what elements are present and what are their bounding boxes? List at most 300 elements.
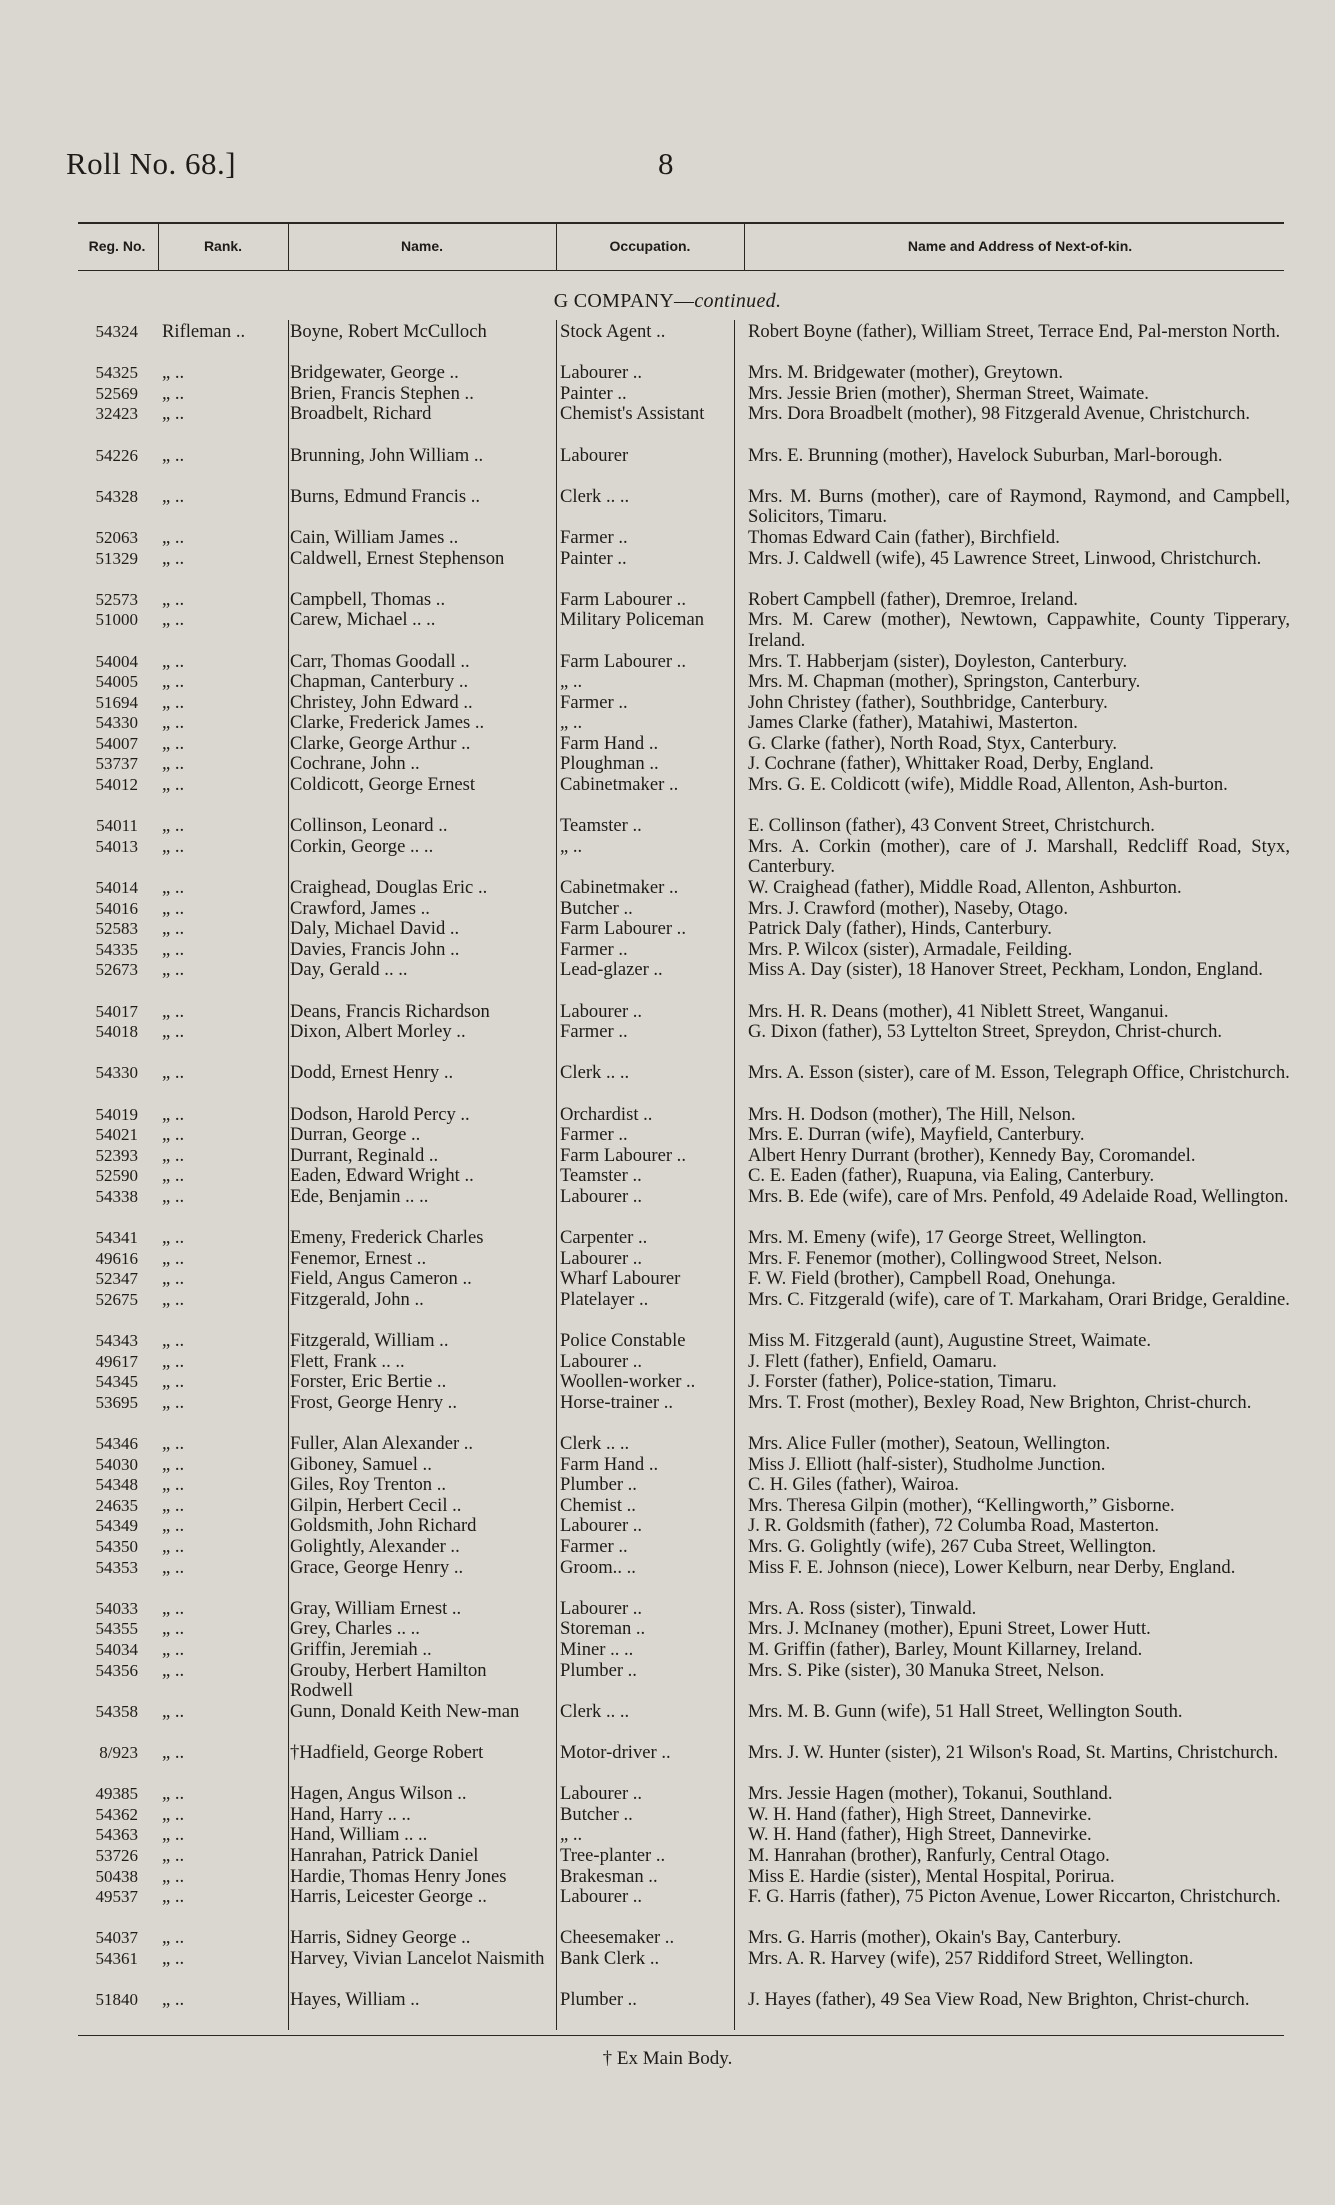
company-name: G COMPANY— xyxy=(553,290,695,312)
rank-cell: „ .. xyxy=(162,1268,185,1290)
table-row xyxy=(0,1434,1335,1455)
reg-number-cell: 49385 xyxy=(95,1784,138,1804)
rank-cell: „ .. xyxy=(162,753,185,775)
reg-number-cell: 54346 xyxy=(95,1434,138,1454)
next-of-kin-cell: Mrs. J. McInaney (mother), Epuni Street, Lower Hutt. xyxy=(748,1618,1151,1640)
next-of-kin-cell: F. W. Field (brother), Campbell Road, Onehunga. xyxy=(748,1268,1116,1290)
reg-number-cell: 54004 xyxy=(95,651,138,671)
table-row xyxy=(0,1619,1335,1640)
table-row xyxy=(0,528,1335,549)
next-of-kin-cell: Mrs. E. Brunning (mother), Havelock Suburban, Marl-borough. xyxy=(748,444,1223,466)
occupation-cell: Chemist .. xyxy=(560,1494,636,1516)
rank-cell: „ .. xyxy=(162,1741,185,1763)
reg-number-cell: 49537 xyxy=(95,1887,138,1907)
occupation-cell: „ .. xyxy=(560,712,583,734)
column-header-name: Name. xyxy=(400,238,444,254)
rank-cell: „ .. xyxy=(162,1700,185,1722)
table-row xyxy=(0,1002,1335,1023)
column-header-next-of-kin: Name and Address of Next-of-kin. xyxy=(907,238,1133,254)
table-row xyxy=(0,1166,1335,1187)
rank-cell: „ .. xyxy=(162,1124,185,1146)
name-cell: Carr, Thomas Goodall .. xyxy=(290,650,470,672)
reg-number-cell: 54017 xyxy=(95,1001,138,1021)
rank-cell: „ .. xyxy=(162,918,185,940)
table-row xyxy=(0,816,1335,837)
occupation-cell: Military Policeman xyxy=(560,609,705,631)
table-row xyxy=(0,1599,1335,1620)
occupation-cell: „ .. xyxy=(560,671,583,693)
name-cell: Durran, George .. xyxy=(290,1124,421,1146)
reg-number-cell: 52673 xyxy=(95,960,138,980)
rank-cell: „ .. xyxy=(162,1639,185,1660)
occupation-cell: Labourer .. xyxy=(560,1597,643,1619)
name-cell: Campbell, Thomas .. xyxy=(290,588,446,610)
reg-number-cell: 54034 xyxy=(95,1640,138,1659)
reg-number-cell: 52573 xyxy=(95,589,138,609)
rank-cell: „ .. xyxy=(162,1803,185,1825)
rank-cell: „ .. xyxy=(162,1000,185,1022)
occupation-cell: Storeman .. xyxy=(560,1618,646,1640)
occupation-cell: Labourer .. xyxy=(560,1185,643,1207)
occupation-cell: Clerk .. .. xyxy=(560,1062,630,1084)
rank-cell: „ .. xyxy=(162,1330,185,1352)
table-row xyxy=(0,1537,1335,1558)
name-cell: Craighead, Douglas Eric .. xyxy=(290,877,488,899)
table-row xyxy=(0,487,1335,528)
rank-cell: „ .. xyxy=(162,959,185,981)
next-of-kin-cell: E. Collinson (father), 43 Convent Street, Christchurch. xyxy=(748,815,1155,837)
reg-number-cell: 49616 xyxy=(95,1248,138,1268)
occupation-cell: Woollen-worker .. xyxy=(560,1371,696,1393)
next-of-kin-cell: Mrs. Alice Fuller (mother), Seatoun, Wellington. xyxy=(748,1433,1111,1455)
occupation-cell: Lead-glazer .. xyxy=(560,959,663,981)
occupation-cell: Plumber .. xyxy=(560,1659,637,1681)
rank-cell: „ .. xyxy=(162,1659,185,1681)
name-cell: Fitzgerald, William .. xyxy=(290,1330,449,1352)
name-cell: Day, Gerald .. .. xyxy=(290,959,408,981)
occupation-cell: Farmer .. xyxy=(560,526,628,548)
table-row xyxy=(0,1228,1335,1249)
next-of-kin-cell: Mrs. Jessie Hagen (mother), Tokanui, Southland. xyxy=(748,1783,1113,1805)
rank-cell: „ .. xyxy=(162,691,185,713)
reg-number-cell: 54011 xyxy=(96,816,138,836)
table-row xyxy=(0,1022,1335,1063)
next-of-kin-cell: Mrs. M. Carew (mother), Newtown, Cappawhite, County Tipperary, Ireland. xyxy=(748,609,1290,651)
rank-cell: „ .. xyxy=(162,671,185,693)
reg-number-cell: 54356 xyxy=(95,1660,138,1680)
footnote: † Ex Main Body. xyxy=(602,2048,733,2069)
next-of-kin-cell: Miss E. Hardie (sister), Mental Hospital, Porirua. xyxy=(748,1865,1115,1887)
name-cell: Giboney, Samuel .. xyxy=(290,1453,432,1475)
reg-number-cell: 53695 xyxy=(95,1392,138,1412)
reg-number-cell: 8/923 xyxy=(99,1742,138,1762)
table-row xyxy=(0,652,1335,673)
occupation-cell: Clerk .. .. xyxy=(560,1700,630,1722)
reg-number-cell: 54330 xyxy=(95,1063,138,1083)
next-of-kin-cell: C. H. Giles (father), Wairoa. xyxy=(748,1474,959,1496)
name-cell: Frost, George Henry .. xyxy=(290,1391,457,1413)
rank-cell: „ .. xyxy=(162,1103,185,1125)
name-cell: Cochrane, John .. xyxy=(290,753,420,775)
occupation-cell: Butcher .. xyxy=(560,897,633,919)
reg-number-cell: 54012 xyxy=(95,775,138,795)
column-header-rank: Rank. xyxy=(203,238,243,254)
occupation-cell: Clerk .. .. xyxy=(560,485,630,507)
reg-number-cell: 52393 xyxy=(95,1145,138,1165)
rank-cell: „ .. xyxy=(162,1433,185,1455)
occupation-cell: Cabinetmaker .. xyxy=(560,877,679,899)
reg-number-cell: 54353 xyxy=(95,1557,138,1577)
reg-number-cell: 51000 xyxy=(95,610,138,630)
next-of-kin-cell: J. Flett (father), Enfield, Oamaru. xyxy=(748,1350,997,1372)
next-of-kin-cell: Mrs. A. Ross (sister), Tinwald. xyxy=(748,1597,977,1619)
next-of-kin-cell: Mrs. Theresa Gilpin (mother), “Kellingworth,” Gisborne. xyxy=(748,1494,1175,1516)
table-row xyxy=(0,1887,1335,1928)
name-cell: Gray, William Ernest .. xyxy=(290,1597,462,1619)
table-row xyxy=(0,1331,1335,1352)
rank-cell: „ .. xyxy=(162,1824,185,1846)
name-cell: Clarke, George Arthur .. xyxy=(290,732,471,754)
rank-cell: „ .. xyxy=(162,547,185,569)
occupation-cell: Farm Labourer .. xyxy=(560,650,686,672)
reg-number-cell: 54338 xyxy=(95,1186,138,1206)
occupation-cell: Plumber .. xyxy=(560,1474,637,1496)
reg-number-cell: 54343 xyxy=(95,1331,138,1351)
table-row xyxy=(0,610,1335,651)
next-of-kin-cell: C. E. Eaden (father), Ruapuna, via Ealing, Canterbury. xyxy=(748,1165,1155,1187)
table-row xyxy=(0,384,1335,405)
table-row xyxy=(0,837,1335,878)
next-of-kin-cell: Mrs. G. Harris (mother), Okain's Bay, Canterbury. xyxy=(748,1927,1122,1949)
column-divider xyxy=(744,224,745,270)
reg-number-cell: 54330 xyxy=(95,713,138,733)
reg-number-cell: 52583 xyxy=(95,919,138,939)
table-row xyxy=(0,1825,1335,1846)
name-cell: Bridgewater, George .. xyxy=(290,362,459,384)
table-row xyxy=(0,899,1335,920)
next-of-kin-cell: Miss M. Fitzgerald (aunt), Augustine Street, Waimate. xyxy=(748,1330,1152,1352)
rank-cell: „ .. xyxy=(162,877,185,899)
next-of-kin-cell: M. Hanrahan (brother), Ranfurly, Central Otago. xyxy=(748,1844,1110,1866)
next-of-kin-cell: Mrs. M. Emeny (wife), 17 George Street, Wellington. xyxy=(748,1227,1147,1249)
name-cell: Hagen, Angus Wilson .. xyxy=(290,1783,467,1805)
occupation-cell: Wharf Labourer xyxy=(560,1268,681,1290)
reg-number-cell: 54021 xyxy=(95,1125,138,1145)
name-cell: Fitzgerald, John .. xyxy=(290,1288,424,1310)
table-row xyxy=(0,1928,1335,1949)
name-cell: Hand, Harry .. .. xyxy=(290,1803,411,1825)
rank-cell: „ .. xyxy=(162,732,185,754)
table-row xyxy=(0,1784,1335,1805)
occupation-cell: Farm Labourer .. xyxy=(560,588,686,610)
reg-number-cell: 49617 xyxy=(95,1351,138,1371)
rank-cell: „ .. xyxy=(162,1371,185,1393)
occupation-cell: Chemist's Assistant xyxy=(560,403,705,425)
rank-cell: „ .. xyxy=(162,526,185,548)
reg-number-cell: 54014 xyxy=(95,878,138,898)
rank-cell: „ .. xyxy=(162,444,185,466)
name-cell: Golightly, Alexander .. xyxy=(290,1536,460,1558)
reg-number-cell: 52590 xyxy=(95,1166,138,1186)
next-of-kin-cell: W. Craighead (father), Middle Road, Allenton, Ashburton. xyxy=(748,877,1182,899)
rank-cell: „ .. xyxy=(162,403,185,425)
occupation-cell: Carpenter .. xyxy=(560,1227,648,1249)
occupation-cell: Police Constable xyxy=(560,1330,686,1352)
next-of-kin-cell: Mrs. M. Burns (mother), care of Raymond, Raymond, and Campbell, Solicitors, Timaru. xyxy=(748,485,1290,528)
next-of-kin-cell: Mrs. G. Golightly (wife), 267 Cuba Street, Wellington. xyxy=(748,1536,1157,1558)
rank-cell: „ .. xyxy=(162,485,185,507)
table-row xyxy=(0,1455,1335,1476)
name-cell: Grey, Charles .. .. xyxy=(290,1618,420,1640)
rank-cell: „ .. xyxy=(162,1494,185,1516)
rank-cell: „ .. xyxy=(162,1350,185,1372)
occupation-cell: Teamster .. xyxy=(560,815,642,837)
table-row xyxy=(0,590,1335,611)
occupation-cell: Groom.. .. xyxy=(560,1556,636,1578)
table-row xyxy=(0,960,1335,1001)
occupation-cell: Motor-driver .. xyxy=(560,1741,671,1763)
occupation-cell: Teamster .. xyxy=(560,1165,642,1187)
name-cell: Carew, Michael .. .. xyxy=(290,609,436,631)
table-row xyxy=(0,754,1335,775)
table-row xyxy=(0,322,1335,363)
rank-cell: „ .. xyxy=(162,1247,185,1269)
reg-number-cell: 54324 xyxy=(95,322,138,341)
occupation-cell: Butcher .. xyxy=(560,1803,633,1825)
occupation-cell: Labourer .. xyxy=(560,1515,643,1537)
occupation-cell: Farm Labourer .. xyxy=(560,918,686,940)
name-cell: Griffin, Jeremiah .. xyxy=(290,1639,432,1660)
occupation-cell: Ploughman .. xyxy=(560,753,659,775)
table-row xyxy=(0,1475,1335,1496)
section-title xyxy=(0,290,1335,313)
next-of-kin-cell: Mrs. P. Wilcox (sister), Armadale, Feilding. xyxy=(748,938,1073,960)
next-of-kin-cell: Thomas Edward Cain (father), Birchfield. xyxy=(748,526,1060,548)
name-cell: Cain, William James .. xyxy=(290,526,459,548)
next-of-kin-cell: Mrs. M. B. Gunn (wife), 51 Hall Street, Wellington South. xyxy=(748,1700,1183,1722)
occupation-cell: Brakesman .. xyxy=(560,1865,658,1887)
next-of-kin-cell: Mrs. A. R. Harvey (wife), 257 Riddiford Street, Wellington. xyxy=(748,1947,1194,1969)
next-of-kin-cell: Mrs. M. Chapman (mother), Springston, Canterbury. xyxy=(748,671,1141,693)
name-cell: †Hadfield, George Robert xyxy=(290,1741,484,1763)
occupation-cell: Platelayer .. xyxy=(560,1288,649,1310)
name-cell: Grouby, Herbert Hamilton Rodwell xyxy=(290,1659,487,1702)
table-row xyxy=(0,1063,1335,1104)
next-of-kin-cell: Mrs. F. Fenemor (mother), Collingwood Street, Nelson. xyxy=(748,1247,1163,1269)
table-row xyxy=(0,878,1335,899)
rank-cell: „ .. xyxy=(162,815,185,837)
name-cell: Coldicott, George Ernest xyxy=(290,774,476,796)
table-row xyxy=(0,1702,1335,1743)
occupation-cell: Labourer .. xyxy=(560,1000,643,1022)
name-cell: Field, Angus Cameron .. xyxy=(290,1268,472,1290)
rank-cell: „ .. xyxy=(162,1021,185,1043)
reg-number-cell: 53726 xyxy=(95,1845,138,1865)
next-of-kin-cell: Miss J. Elliott (half-sister), Studholme Junction. xyxy=(748,1453,1106,1475)
reg-number-cell: 54345 xyxy=(95,1372,138,1392)
rank-cell: „ .. xyxy=(162,712,185,734)
next-of-kin-cell: J. Hayes (father), 49 Sea View Road, New Brighton, Christ-church. xyxy=(748,1989,1250,2011)
next-of-kin-cell: Robert Boyne (father), William Street, Terrace End, Pal-merston North. xyxy=(748,321,1281,342)
reg-number-cell: 54328 xyxy=(95,486,138,506)
table-row xyxy=(0,1290,1335,1331)
name-cell: Hardie, Thomas Henry Jones xyxy=(290,1865,507,1887)
name-cell: Hayes, William .. xyxy=(290,1989,420,2011)
occupation-cell: Farmer .. xyxy=(560,691,628,713)
next-of-kin-cell: Mrs. H. R. Deans (mother), 41 Niblett Street, Wanganui. xyxy=(748,1000,1169,1022)
reg-number-cell: 54348 xyxy=(95,1475,138,1495)
reg-number-cell: 54355 xyxy=(95,1619,138,1639)
table-row xyxy=(0,1393,1335,1434)
next-of-kin-cell: Patrick Daly (father), Hinds, Canterbury. xyxy=(748,918,1052,940)
reg-number-cell: 52675 xyxy=(95,1289,138,1309)
name-cell: Harvey, Vivian Lancelot Naismith xyxy=(290,1947,545,1969)
occupation-cell: Farm Hand .. xyxy=(560,732,659,754)
name-cell: Boyne, Robert McCulloch xyxy=(290,321,487,342)
occupation-cell: Plumber .. xyxy=(560,1989,637,2011)
reg-number-cell: 54349 xyxy=(95,1516,138,1536)
reg-number-cell: 54018 xyxy=(95,1022,138,1042)
rank-cell: „ .. xyxy=(162,1597,185,1619)
name-cell: Gunn, Donald Keith New-man xyxy=(290,1700,520,1722)
table-row xyxy=(0,1558,1335,1599)
reg-number-cell: 54335 xyxy=(95,939,138,959)
rank-cell: „ .. xyxy=(162,1783,185,1805)
reg-number-cell: 54362 xyxy=(95,1804,138,1824)
table-row xyxy=(0,1846,1335,1867)
name-cell: Hanrahan, Patrick Daniel xyxy=(290,1844,479,1866)
occupation-cell: Labourer .. xyxy=(560,1783,643,1805)
name-cell: Chapman, Canterbury .. xyxy=(290,671,469,693)
table-row xyxy=(0,1743,1335,1784)
table-row xyxy=(0,1125,1335,1146)
table-row xyxy=(0,693,1335,714)
roll-number-header: Roll No. 68.] xyxy=(66,146,237,181)
rank-cell: „ .. xyxy=(162,1947,185,1969)
name-cell: Fenemor, Ernest .. xyxy=(290,1247,427,1269)
occupation-cell: Cheesemaker .. xyxy=(560,1927,675,1949)
table-row xyxy=(0,1516,1335,1537)
next-of-kin-cell: Mrs. A. Esson (sister), care of M. Esson, Telegraph Office, Christchurch. xyxy=(748,1062,1290,1084)
next-of-kin-cell: Mrs. J. Caldwell (wife), 45 Lawrence Street, Linwood, Christchurch. xyxy=(748,547,1262,569)
rank-cell: „ .. xyxy=(162,1989,185,2011)
name-cell: Fuller, Alan Alexander .. xyxy=(290,1433,474,1455)
rank-cell: „ .. xyxy=(162,897,185,919)
table-row xyxy=(0,446,1335,487)
rank-cell: „ .. xyxy=(162,1453,185,1475)
rank-cell: „ .. xyxy=(162,1288,185,1310)
next-of-kin-cell: J. R. Goldsmith (father), 72 Columba Road, Masterton. xyxy=(748,1515,1160,1537)
next-of-kin-cell: Mrs. T. Habberjam (sister), Doyleston, Canterbury. xyxy=(748,650,1128,672)
next-of-kin-cell: Mrs. H. Dodson (mother), The Hill, Nelson. xyxy=(748,1103,1076,1125)
table-row xyxy=(0,1187,1335,1228)
table-bottom-rule xyxy=(78,2035,1284,2036)
rank-cell: „ .. xyxy=(162,1618,185,1640)
occupation-cell: Labourer .. xyxy=(560,1350,643,1372)
reg-number-cell: 54361 xyxy=(95,1948,138,1968)
reg-number-cell: 53737 xyxy=(95,754,138,774)
name-cell: Grace, George Henry .. xyxy=(290,1556,464,1578)
continued-label: continued. xyxy=(694,290,782,312)
rank-cell: „ .. xyxy=(162,1474,185,1496)
table-row xyxy=(0,1661,1335,1702)
rank-cell: „ .. xyxy=(162,1144,185,1166)
table-row xyxy=(0,404,1335,445)
reg-number-cell: 52063 xyxy=(95,527,138,547)
next-of-kin-cell: M. Griffin (father), Barley, Mount Killarney, Ireland. xyxy=(748,1639,1143,1660)
reg-number-cell: 54350 xyxy=(95,1537,138,1557)
column-divider xyxy=(556,224,557,270)
next-of-kin-cell: Mrs. T. Frost (mother), Bexley Road, New Brighton, Christ-church. xyxy=(748,1391,1252,1413)
rank-cell: „ .. xyxy=(162,362,185,384)
reg-number-cell: 54005 xyxy=(95,672,138,692)
next-of-kin-cell: Mrs. S. Pike (sister), 30 Manuka Street, Nelson. xyxy=(748,1659,1105,1681)
next-of-kin-cell: Miss F. E. Johnson (niece), Lower Kelburn, near Derby, England. xyxy=(748,1556,1236,1578)
name-cell: Crawford, James .. xyxy=(290,897,430,919)
rank-cell: „ .. xyxy=(162,609,185,631)
reg-number-cell: 51840 xyxy=(95,1990,138,2010)
name-cell: Ede, Benjamin .. .. xyxy=(290,1185,429,1207)
name-cell: Caldwell, Ernest Stephenson xyxy=(290,547,505,569)
occupation-cell: Labourer .. xyxy=(560,1886,643,1908)
page-number: 8 xyxy=(658,146,674,181)
occupation-cell: Painter .. xyxy=(560,382,627,404)
name-cell: Daly, Michael David .. xyxy=(290,918,460,940)
next-of-kin-cell: Mrs. M. Bridgewater (mother), Greytown. xyxy=(748,362,1063,384)
name-cell: Corkin, George .. .. xyxy=(290,835,434,857)
name-cell: Dixon, Albert Morley .. xyxy=(290,1021,466,1043)
name-cell: Dodson, Harold Percy .. xyxy=(290,1103,470,1125)
rank-cell: „ .. xyxy=(162,1185,185,1207)
name-cell: Harris, Leicester George .. xyxy=(290,1886,487,1908)
occupation-cell: Farmer .. xyxy=(560,1536,628,1558)
column-header-occupation: Occupation. xyxy=(609,238,691,254)
table-row xyxy=(0,1372,1335,1393)
next-of-kin-cell: G. Dixon (father), 53 Lyttelton Street, Spreydon, Christ-church. xyxy=(748,1021,1223,1043)
name-cell: Davies, Francis John .. xyxy=(290,938,460,960)
rank-cell: „ .. xyxy=(162,382,185,404)
next-of-kin-cell: Mrs. G. E. Coldicott (wife), Middle Road, Allenton, Ash-burton. xyxy=(748,774,1228,796)
name-cell: Hand, William .. .. xyxy=(290,1824,428,1846)
rank-cell: „ .. xyxy=(162,1062,185,1084)
reg-number-cell: 54363 xyxy=(95,1825,138,1845)
reg-number-cell: 54013 xyxy=(95,836,138,856)
rank-cell: „ .. xyxy=(162,1886,185,1908)
rank-cell: „ .. xyxy=(162,1536,185,1558)
rank-cell: „ .. xyxy=(162,588,185,610)
next-of-kin-cell: Miss A. Day (sister), 18 Hanover Street, Peckham, London, England. xyxy=(748,959,1263,981)
table-row xyxy=(0,734,1335,755)
reg-number-cell: 54030 xyxy=(95,1454,138,1474)
reg-number-cell: 54037 xyxy=(95,1928,138,1948)
reg-number-cell: 52569 xyxy=(95,383,138,403)
occupation-cell: Painter .. xyxy=(560,547,627,569)
name-cell: Brunning, John William .. xyxy=(290,444,484,466)
next-of-kin-cell: W. H. Hand (father), High Street, Dannevirke. xyxy=(748,1803,1092,1825)
next-of-kin-cell: W. H. Hand (father), High Street, Dannevirke. xyxy=(748,1824,1092,1846)
name-cell: Broadbelt, Richard xyxy=(290,403,432,425)
reg-number-cell: 54007 xyxy=(95,733,138,753)
next-of-kin-cell: G. Clarke (father), North Road, Styx, Canterbury. xyxy=(748,732,1118,754)
name-cell: Deans, Francis Richardson xyxy=(290,1000,490,1022)
next-of-kin-cell: Mrs. Jessie Brien (mother), Sherman Street, Waimate. xyxy=(748,382,1149,404)
occupation-cell: Horse-trainer .. xyxy=(560,1391,674,1413)
occupation-cell: Labourer xyxy=(560,444,629,466)
occupation-cell: Orchardist .. xyxy=(560,1103,653,1125)
next-of-kin-cell: Albert Henry Durrant (brother), Kennedy Bay, Coromandel. xyxy=(748,1144,1196,1166)
name-cell: Clarke, Frederick James .. xyxy=(290,712,485,734)
name-cell: Flett, Frank .. .. xyxy=(290,1350,405,1372)
